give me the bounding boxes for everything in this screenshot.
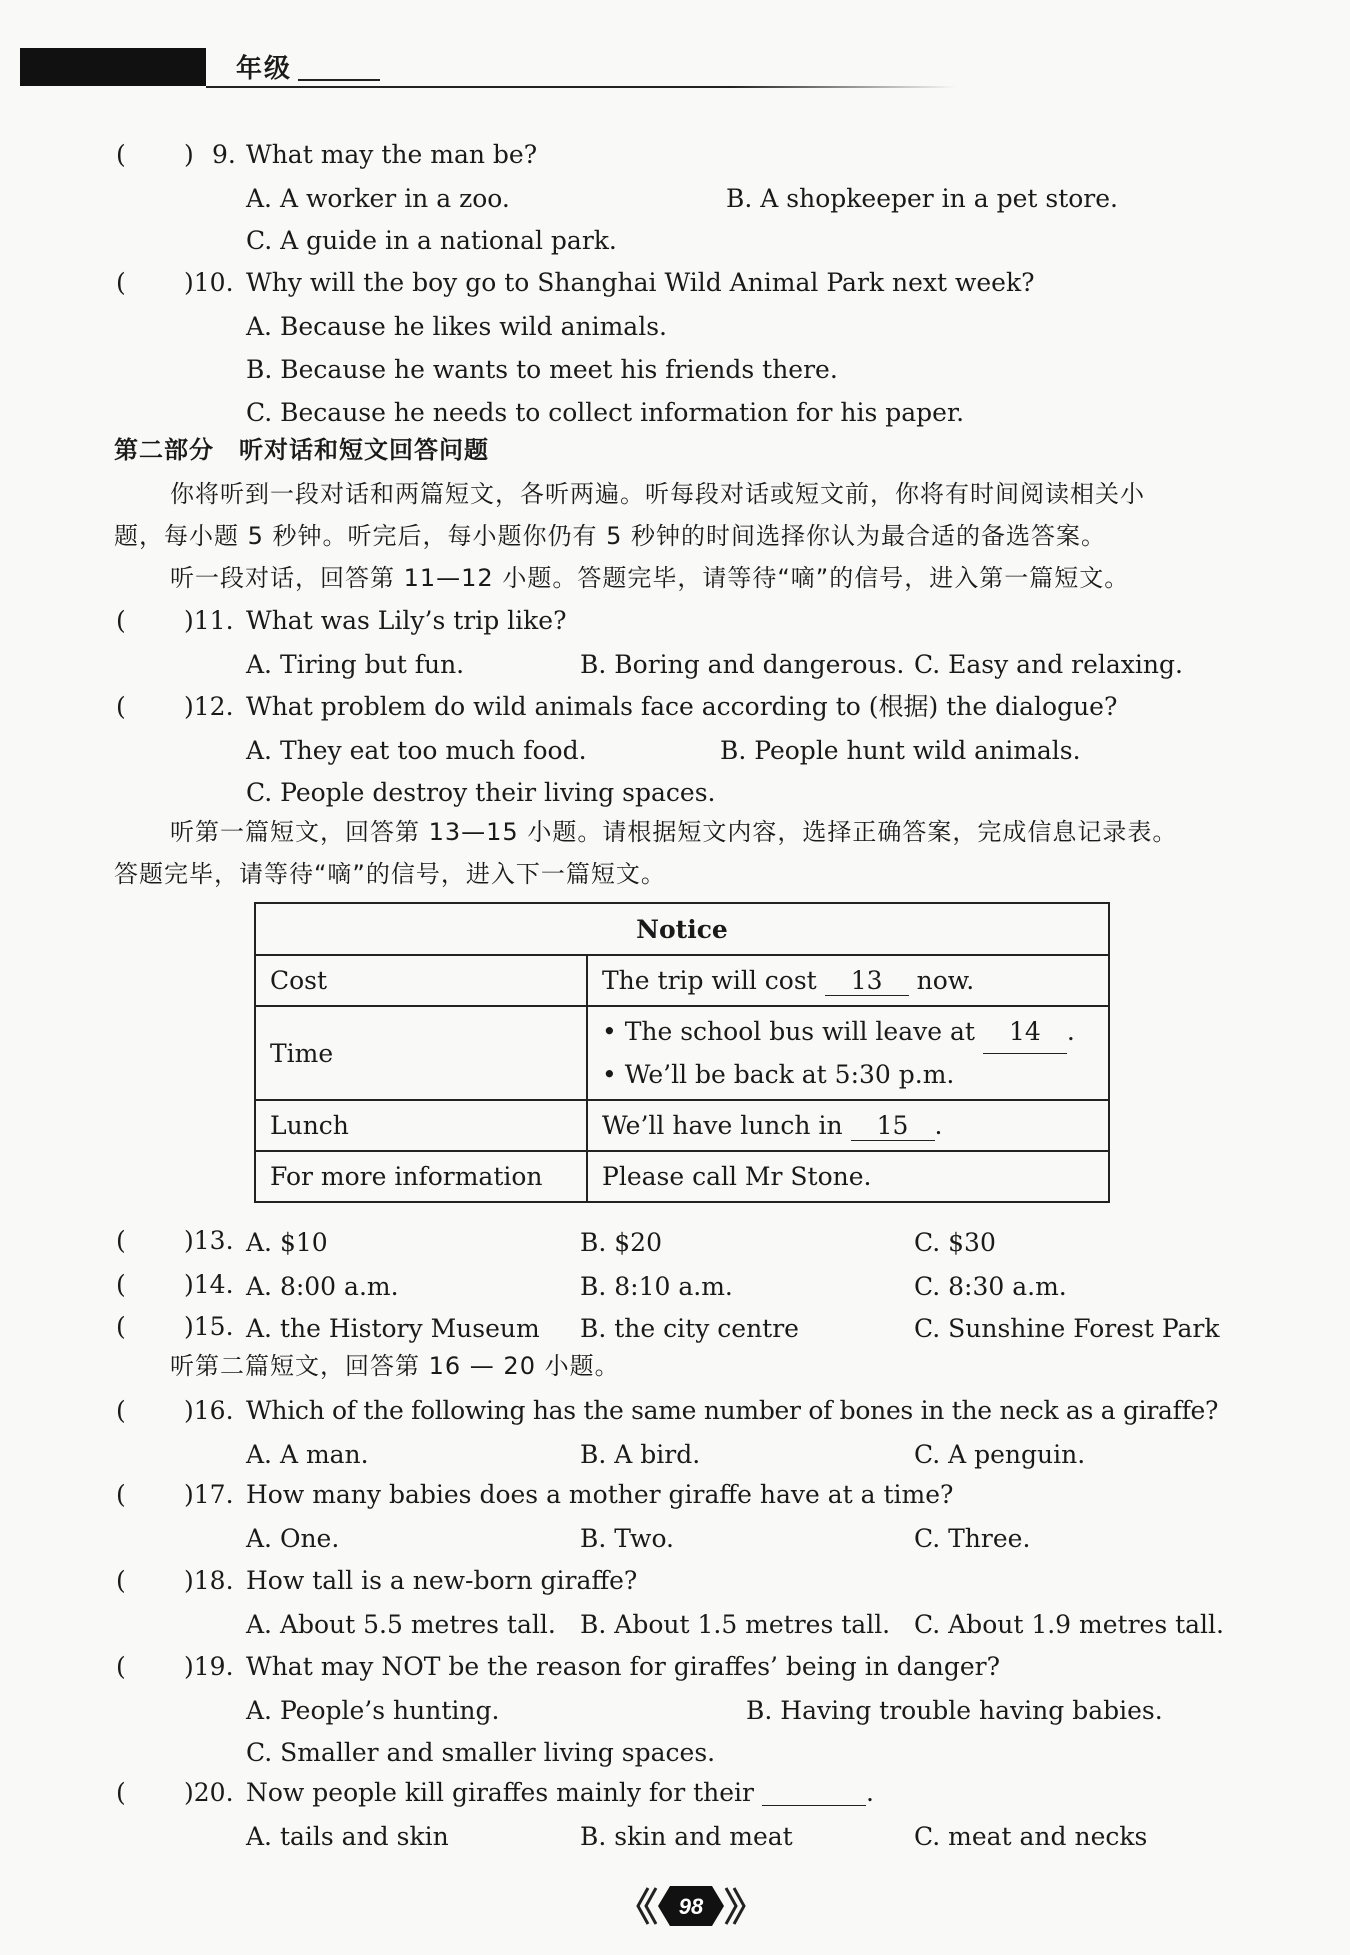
q19-option-b: B. Having trouble having babies.: [746, 1696, 1163, 1725]
question-number: )12.: [184, 692, 234, 721]
question-number: )18.: [184, 1566, 234, 1595]
q11-option-b: B. Boring and dangerous.: [580, 650, 905, 679]
q15-option-b: B. the city centre: [580, 1314, 799, 1343]
q18-option-c: C. About 1.9 metres tall.: [914, 1610, 1224, 1639]
question-number: )13.: [184, 1226, 234, 1255]
answer-bracket-open: (: [116, 1778, 126, 1807]
q18-option-b: B. About 1.5 metres tall.: [580, 1610, 891, 1639]
answer-blank-20[interactable]: [762, 1781, 866, 1806]
question-number: )14.: [184, 1270, 234, 1299]
notice-row-lunch: [255, 1100, 1109, 1151]
q13-option-a: A. $10: [246, 1228, 328, 1257]
q13-option-b: B. $20: [580, 1228, 662, 1257]
passage-2-instructions: 听第二篇短文，回答第 16 — 20 小题。: [170, 1352, 620, 1380]
page-number-badge: [636, 1876, 746, 1936]
right-chevron-icon: [726, 1888, 736, 1924]
notice-table: [254, 902, 1110, 1203]
grade-field: [236, 48, 380, 85]
question-number: )20.: [184, 1778, 234, 1807]
notice-value-cost: The trip will cost 13 now.: [587, 955, 1109, 1006]
answer-bracket-open: (: [116, 1652, 126, 1681]
blank-13[interactable]: 13: [825, 966, 909, 996]
question-9-text: What may the man be?: [246, 140, 538, 169]
grade-label: 年级: [236, 54, 293, 84]
section-intro-line-2: 题，每小题 5 秒钟。听完后，每小题你仍有 5 秒钟的时间选择你认为最合适的备选答案。: [114, 522, 1107, 550]
q17-option-c: C. Three.: [914, 1524, 1031, 1553]
blank-15[interactable]: 15: [851, 1111, 935, 1141]
notice-value-info: Please call Mr Stone.: [587, 1151, 1109, 1202]
answer-bracket-open: (: [116, 692, 126, 721]
question-number: 9.: [212, 140, 236, 169]
q20-option-b: B. skin and meat: [580, 1822, 793, 1851]
question-number: )15.: [184, 1312, 234, 1341]
passage-1-instructions-line-1: 听第一篇短文，回答第 13—15 小题。请根据短文内容，选择正确答案，完成信息记录表。: [170, 818, 1178, 846]
grade-blank[interactable]: [298, 55, 380, 81]
answer-bracket-open: (: [116, 1396, 126, 1425]
q15-option-a: A. the History Museum: [246, 1314, 540, 1343]
q11-option-c: C. Easy and relaxing.: [914, 650, 1183, 679]
section-title: 第二部分 听对话和短文回答问题: [114, 436, 489, 464]
q16-option-a: A. A man.: [246, 1440, 369, 1469]
answer-bracket-open: (: [116, 1566, 126, 1595]
page-number-graphic: [636, 1876, 746, 1936]
q16-option-b: B. A bird.: [580, 1440, 701, 1469]
blank-14[interactable]: 14: [983, 1011, 1067, 1054]
q11-option-a: A. Tiring but fun.: [246, 650, 465, 679]
page-number: 98: [678, 1894, 704, 1919]
q10-option-a: A. Because he likes wild animals.: [246, 312, 667, 341]
q9-option-a: A. A worker in a zoo.: [246, 184, 510, 213]
passage-1-instructions-line-2: 答题完毕，请等待“嘀”的信号，进入下一篇短文。: [114, 860, 666, 888]
q13-option-c: C. $30: [914, 1228, 996, 1257]
q15-option-c: C. Sunshine Forest Park: [914, 1314, 1220, 1343]
notice-row-info: [255, 1151, 1109, 1202]
answer-bracket-open: (: [116, 1226, 126, 1255]
q9-option-c: C. A guide in a national park.: [246, 226, 617, 255]
question-number: )11.: [184, 606, 234, 635]
answer-bracket-open: (: [116, 606, 126, 635]
answer-bracket-open: (: [116, 1270, 126, 1299]
question-17-text: How many babies does a mother giraffe have at a time?: [246, 1480, 954, 1509]
q17-option-b: B. Two.: [580, 1524, 675, 1553]
question-11-text: What was Lily’s trip like?: [246, 606, 567, 635]
question-number: )19.: [184, 1652, 234, 1681]
question-18-text: How tall is a new-born giraffe?: [246, 1566, 638, 1595]
q9-option-b: B. A shopkeeper in a pet store.: [726, 184, 1118, 213]
question-19-text: What may NOT be the reason for giraffes’ being in danger?: [246, 1652, 1000, 1681]
notice-title: Notice: [255, 903, 1109, 955]
question-number: )16.: [184, 1396, 234, 1425]
q12-option-a: A. They eat too much food.: [246, 736, 587, 765]
header-black-bar: [20, 48, 206, 86]
notice-value-lunch: We’ll have lunch in 15 .: [587, 1100, 1109, 1151]
q18-option-a: A. About 5.5 metres tall.: [246, 1610, 556, 1639]
q16-option-c: C. A penguin.: [914, 1440, 1086, 1469]
q19-option-c: C. Smaller and smaller living spaces.: [246, 1738, 716, 1767]
q17-option-a: A. One.: [246, 1524, 340, 1553]
answer-bracket-open: (: [116, 1480, 126, 1509]
question-10-text: Why will the boy go to Shanghai Wild Animal Park next week?: [246, 268, 1035, 297]
question-number: )10.: [184, 268, 234, 297]
question-12-text: What problem do wild animals face according to (根据) the dialogue?: [246, 692, 1118, 721]
q14-option-b: B. 8:10 a.m.: [580, 1272, 733, 1301]
question-number: )17.: [184, 1480, 234, 1509]
answer-bracket-open: (: [116, 268, 126, 297]
q14-option-c: C. 8:30 a.m.: [914, 1272, 1067, 1301]
notice-row-time: [255, 1006, 1109, 1100]
q14-option-a: A. 8:00 a.m.: [246, 1272, 399, 1301]
header-rule: [206, 86, 956, 88]
dialog-instructions: 听一段对话，回答第 11—12 小题。答题完毕，请等待“嘀”的信号，进入第一篇短文。: [170, 564, 1130, 592]
q20-option-c: C. meat and necks: [914, 1822, 1148, 1851]
left-chevron-icon: [646, 1888, 656, 1924]
notice-label-info: For more information: [255, 1151, 587, 1202]
notice-value-time: • The school bus will leave at 14 . • We’ll be back at 5:30 p.m.: [587, 1006, 1109, 1100]
notice-label-lunch: Lunch: [255, 1100, 587, 1151]
return-time: • We’ll be back at 5:30 p.m.: [602, 1059, 955, 1089]
answer-bracket-open: (: [116, 140, 126, 169]
q10-option-c: C. Because he needs to collect information for his paper.: [246, 398, 965, 427]
answer-bracket-open: (: [116, 1312, 126, 1341]
answer-bracket-close: ): [184, 140, 194, 169]
question-20-text: Now people kill giraffes mainly for their .: [246, 1778, 874, 1807]
notice-label-cost: Cost: [255, 955, 587, 1006]
section-intro-line-1: 你将听到一段对话和两篇短文，各听两遍。听每段对话或短文前，你将有时间阅读相关小: [170, 480, 1145, 508]
notice-label-time: Time: [255, 1006, 587, 1100]
question-16-text: Which of the following has the same number of bones in the neck as a giraffe?: [246, 1396, 1219, 1425]
q12-option-c: C. People destroy their living spaces.: [246, 778, 716, 807]
notice-row-cost: [255, 955, 1109, 1006]
q20-option-a: A. tails and skin: [246, 1822, 449, 1851]
q10-option-b: B. Because he wants to meet his friends there.: [246, 355, 838, 384]
q12-option-b: B. People hunt wild animals.: [720, 736, 1081, 765]
q19-option-a: A. People’s hunting.: [246, 1696, 500, 1725]
